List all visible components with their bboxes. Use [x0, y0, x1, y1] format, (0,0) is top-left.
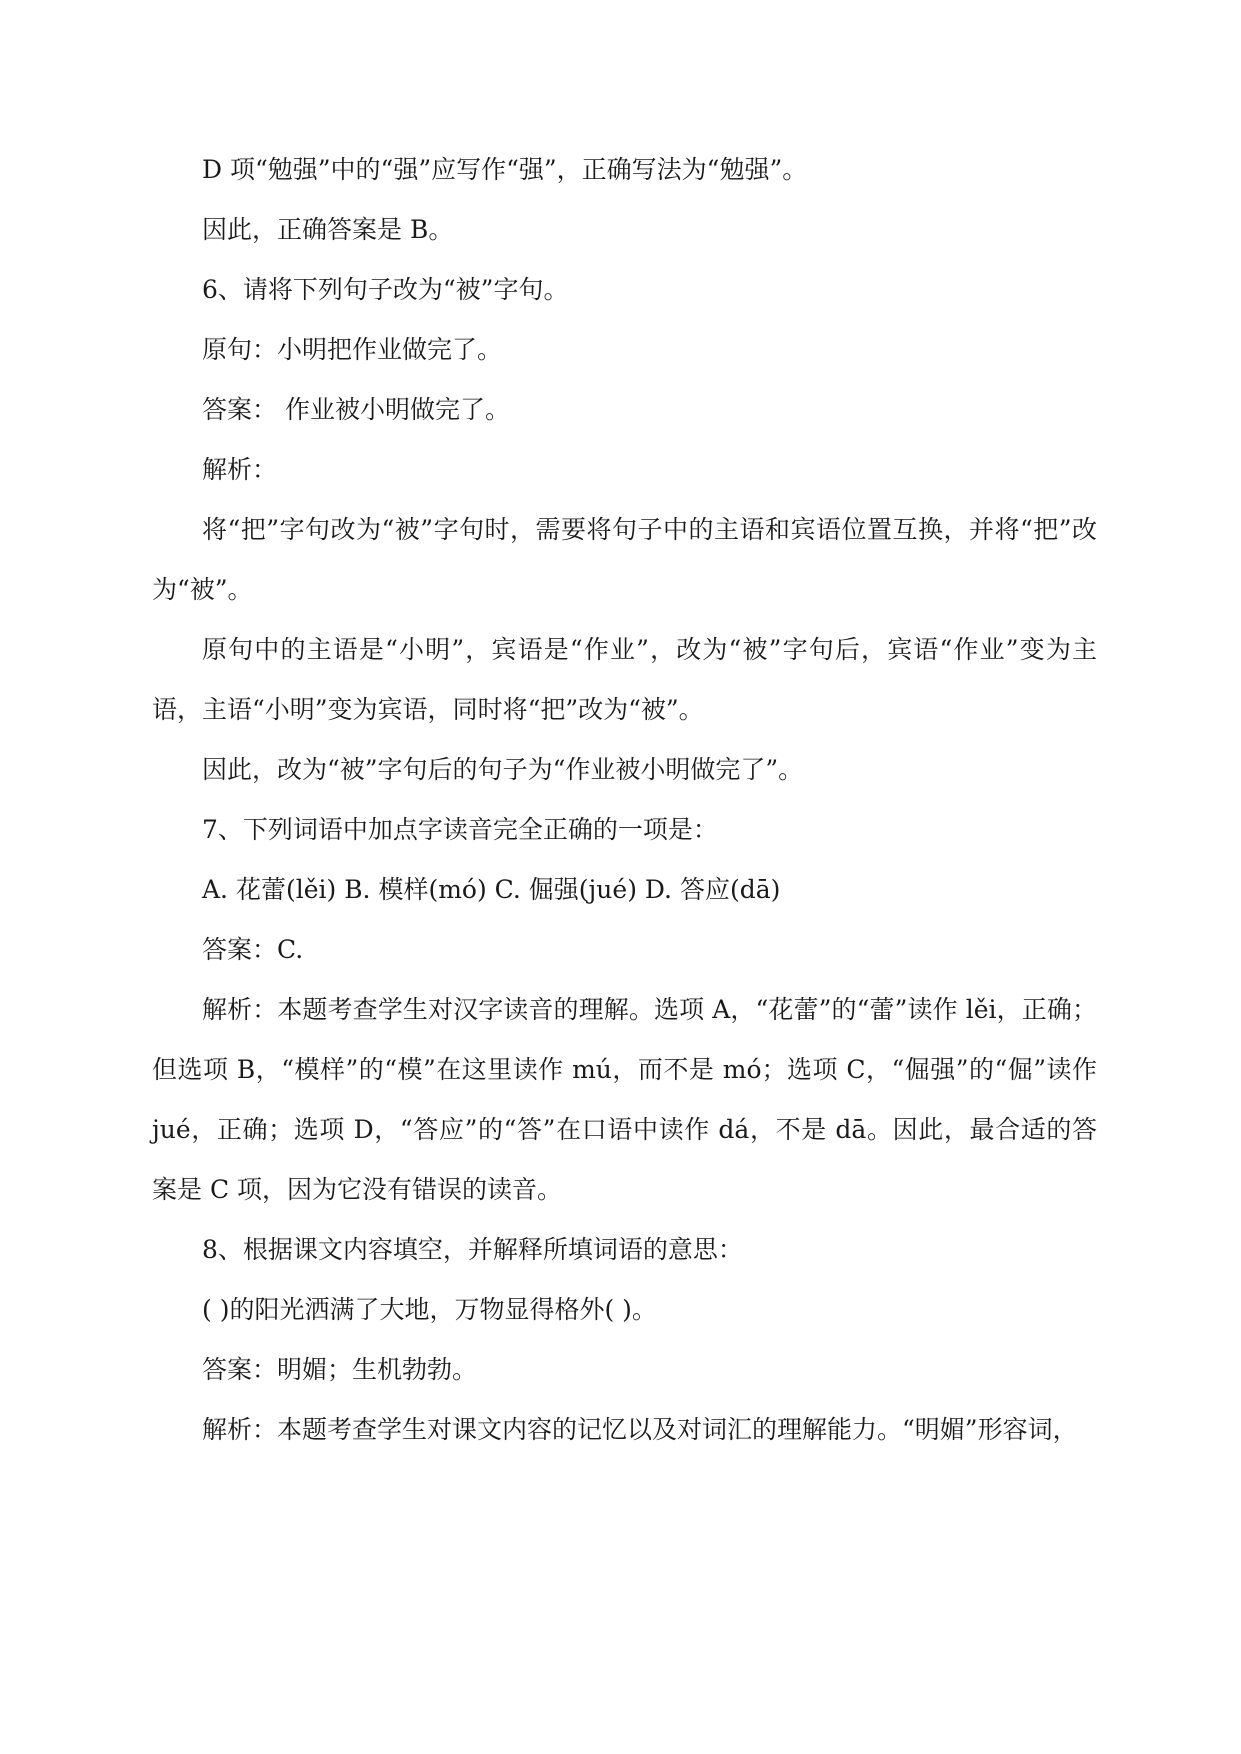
- question-7: 7、下列词语中加点字读音完全正确的一项是：: [202, 815, 718, 844]
- question-6-analysis-2: 原句中的主语是“小明”，宾语是“作业”，改为“被”字句后，宾语“作业”变为主语，主语“小明”变为宾语，同时将“把”改为“被”。: [152, 635, 1097, 724]
- document-body: [152, 140, 1097, 1460]
- question-8-analysis: 解析：本题考查学生对课文内容的记忆以及对词汇的理解能力。“明媚”形容词，: [202, 1415, 1078, 1444]
- question-8: 8、根据课文内容填空，并解释所填词语的意思：: [202, 1235, 743, 1264]
- question-6: 6、请将下列句子改为“被”字句。: [202, 275, 569, 304]
- question-7-options: A. 花蕾(lěi) B. 模样(mó) C. 倔强(jué) D. 答应(dā): [202, 875, 781, 904]
- question-8-blank-sentence: ( )的阳光洒满了大地，万物显得格外( )。: [202, 1295, 657, 1324]
- question-7-analysis: 解析：本题考查学生对汉字读音的理解。选项 A，“花蕾”的“蕾”读作 lěi，正确；但选项 B，“模样”的“模”在这里读作 mú，而不是 mó；选项 C，“倔强”的“倔”读作 jué，正确；选项 D，“答应”的“答”在口语中读作 dá，不是 dā。因此，最合适的答案是 C 项，因为它没有错误的读音。: [152, 995, 1097, 1204]
- question-7-answer: 答案：C.: [202, 935, 304, 964]
- question-6-answer: 答案： 作业被小明做完了。: [202, 395, 510, 424]
- question-6-analysis-1: 将“把”字句改为“被”字句时，需要将句子中的主语和宾语位置互换，并将“把”改为“被”。: [152, 515, 1097, 604]
- question-8-answer: 答案：明媚；生机勃勃。: [202, 1355, 478, 1384]
- question-6-analysis-label: 解析：: [202, 455, 278, 484]
- question-6-conclusion: 因此，改为“被”字句后的句子为“作业被小明做完了”。: [202, 755, 804, 784]
- question-6-original-sentence: 原句：小明把作业做完了。: [202, 335, 503, 364]
- paragraph-d-option-explanation: D 项“勉强”中的“强”应写作“强”，正确写法为“勉强”。: [202, 155, 808, 184]
- paragraph-answer-b: 因此，正确答案是 B。: [202, 215, 454, 244]
